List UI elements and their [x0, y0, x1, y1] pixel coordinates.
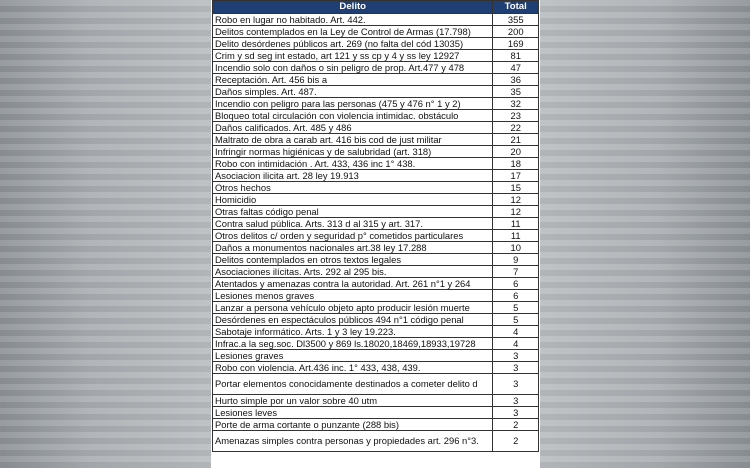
cell-total: 22	[493, 122, 539, 134]
cell-delito: Asociacion ilicita art. 28 ley 19.913	[213, 170, 493, 182]
table-row	[213, 302, 539, 314]
cell-delito: Bloqueo total circulación con violencia intimidac. obstáculo	[213, 110, 493, 122]
cell-total: 11	[493, 230, 539, 242]
crimes-table	[212, 0, 539, 452]
table-row	[213, 158, 539, 170]
table-row	[213, 314, 539, 326]
cell-delito: Daños a monumentos nacionales art.38 ley 17.288	[213, 242, 493, 254]
cell-delito: Daños calificados. Art. 485 y 486	[213, 122, 493, 134]
cell-delito: Hurto simple por un valor sobre 40 utm	[213, 395, 493, 407]
table-row	[213, 182, 539, 194]
cell-delito: Crim y sd seg int estado, art 121 y ss cp y 4 y ss ley 12927	[213, 50, 493, 62]
cell-delito: Porte de arma cortante o punzante (288 bis)	[213, 419, 493, 431]
cell-delito: Receptación. Art. 456 bis a	[213, 74, 493, 86]
cell-total: 169	[493, 38, 539, 50]
table-row	[213, 230, 539, 242]
cell-delito: Amenazas simples contra personas y propiedades art. 296 n°3.	[213, 431, 493, 452]
cell-delito: Delitos contemplados en la Ley de Control de Armas (17.798)	[213, 26, 493, 38]
cell-total: 3	[493, 374, 539, 395]
cell-total: 6	[493, 278, 539, 290]
cell-delito: Atentados y amenazas contra la autoridad. Art. 261 n°1 y 264	[213, 278, 493, 290]
table-row	[213, 146, 539, 158]
blurred-background-right	[540, 0, 750, 468]
table-row	[213, 14, 539, 26]
cell-total: 3	[493, 350, 539, 362]
cell-total: 21	[493, 134, 539, 146]
cell-total: 20	[493, 146, 539, 158]
table-row	[213, 407, 539, 419]
cell-delito: Incendio solo con daños o sin peligro de prop. Art.477 y 478	[213, 62, 493, 74]
cell-total: 11	[493, 218, 539, 230]
table-row	[213, 62, 539, 74]
table-row	[213, 110, 539, 122]
cell-total: 4	[493, 326, 539, 338]
cell-delito: Lesiones leves	[213, 407, 493, 419]
table-row	[213, 278, 539, 290]
table-row	[213, 266, 539, 278]
table-row	[213, 362, 539, 374]
cell-delito: Otras faltas código penal	[213, 206, 493, 218]
cell-delito: Portar elementos conocidamente destinados a cometer delito d	[213, 374, 493, 395]
cell-total: 17	[493, 170, 539, 182]
cell-total: 81	[493, 50, 539, 62]
cell-delito: Delito desórdenes públicos art. 269 (no falta del cód 13035)	[213, 38, 493, 50]
table-row	[213, 254, 539, 266]
cell-delito: Lesiones graves	[213, 350, 493, 362]
table-row	[213, 86, 539, 98]
table-row	[213, 26, 539, 38]
cell-total: 5	[493, 314, 539, 326]
cell-delito: Sabotaje informático. Arts. 1 y 3 ley 19.223.	[213, 326, 493, 338]
table-row	[213, 431, 539, 452]
cell-delito: Otros delitos c/ orden y seguridad p° cometidos particulares	[213, 230, 493, 242]
cell-total: 355	[493, 14, 539, 26]
cell-total: 3	[493, 395, 539, 407]
cell-total: 7	[493, 266, 539, 278]
blurred-background-left	[0, 0, 211, 468]
cell-total: 4	[493, 338, 539, 350]
cell-delito: Homicidio	[213, 194, 493, 206]
table-row	[213, 242, 539, 254]
table-row	[213, 350, 539, 362]
cell-delito: Incendio con peligro para las personas (475 y 476 n° 1 y 2)	[213, 98, 493, 110]
column-header-delito: Delito	[213, 1, 493, 14]
table-row	[213, 122, 539, 134]
cell-total: 18	[493, 158, 539, 170]
cell-delito: Lanzar a persona vehículo objeto apto producir lesión muerte	[213, 302, 493, 314]
table-row	[213, 134, 539, 146]
cell-delito: Contra salud pública. Arts. 313 d al 315 y art. 317.	[213, 218, 493, 230]
cell-total: 2	[493, 419, 539, 431]
cell-delito: Infrac.a la seg.soc. Dl3500 y 869 ls.18020,18469,18933,19728	[213, 338, 493, 350]
column-header-total: Total	[493, 1, 539, 14]
table-row	[213, 170, 539, 182]
cell-total: 36	[493, 74, 539, 86]
table-header-row	[213, 1, 539, 14]
cell-total: 15	[493, 182, 539, 194]
table-row	[213, 38, 539, 50]
cell-total: 9	[493, 254, 539, 266]
cell-delito: Asociaciones ilícitas. Arts. 292 al 295 bis.	[213, 266, 493, 278]
cell-total: 6	[493, 290, 539, 302]
cell-delito: Robo con violencia. Art.436 inc. 1° 433, 438, 439.	[213, 362, 493, 374]
cell-delito: Robo con intimidación . Art. 433, 436 inc 1° 438.	[213, 158, 493, 170]
cell-total: 3	[493, 362, 539, 374]
table-body	[213, 14, 539, 452]
cell-total: 23	[493, 110, 539, 122]
cell-delito: Delitos contemplados en otros textos legales	[213, 254, 493, 266]
cell-total: 32	[493, 98, 539, 110]
cell-delito: Lesiones menos graves	[213, 290, 493, 302]
table-row	[213, 50, 539, 62]
cell-total: 47	[493, 62, 539, 74]
cell-total: 5	[493, 302, 539, 314]
table-row	[213, 326, 539, 338]
cell-delito: Maltrato de obra a carab art. 416 bis cod de just militar	[213, 134, 493, 146]
table-row	[213, 419, 539, 431]
table-row	[213, 98, 539, 110]
table-row	[213, 290, 539, 302]
cell-delito: Otros hechos	[213, 182, 493, 194]
cell-delito: Desórdenes en espectáculos públicos 494 n°1 código penal	[213, 314, 493, 326]
document-page	[211, 0, 540, 468]
cell-total: 35	[493, 86, 539, 98]
table-row	[213, 374, 539, 395]
cell-total: 2	[493, 431, 539, 452]
table-row	[213, 338, 539, 350]
table-row	[213, 74, 539, 86]
cell-total: 12	[493, 206, 539, 218]
cell-total: 12	[493, 194, 539, 206]
table-row	[213, 206, 539, 218]
table-row	[213, 395, 539, 407]
cell-delito: Robo en lugar no habitado. Art. 442.	[213, 14, 493, 26]
cell-delito: Daños simples. Art. 487.	[213, 86, 493, 98]
cell-total: 200	[493, 26, 539, 38]
cell-total: 10	[493, 242, 539, 254]
cell-delito: Infringir normas higiénicas y de salubridad (art. 318)	[213, 146, 493, 158]
table-row	[213, 218, 539, 230]
cell-total: 3	[493, 407, 539, 419]
table-row	[213, 194, 539, 206]
